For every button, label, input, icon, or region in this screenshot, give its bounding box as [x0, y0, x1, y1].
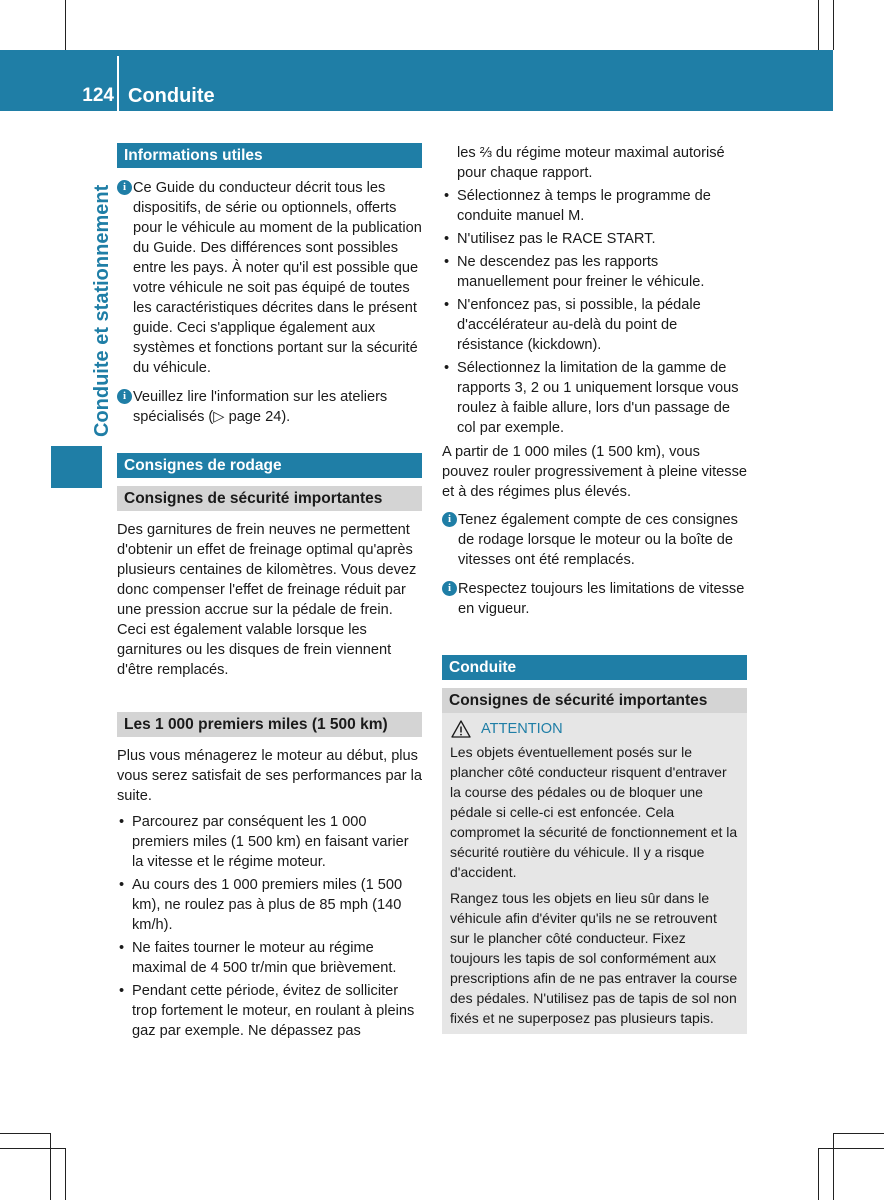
- list-item: • Ne descendez pas les rapports manuellement pour freiner le véhicule.: [442, 252, 747, 292]
- crop-mark: [833, 0, 834, 50]
- paragraph-menager: Plus vous ménagerez le moteur au début, plus vous serez satisfait de ses performances par la suite.: [117, 748, 422, 804]
- info-note: [442, 510, 747, 570]
- info-note-text: Respectez toujours les limitations de vitesse en vigueur.: [458, 581, 745, 617]
- info-icon: i: [117, 389, 132, 404]
- heading-informations-utiles: Informations utiles: [117, 143, 422, 168]
- heading-conduite: Conduite: [442, 655, 747, 680]
- list-item: • N'utilisez pas le RACE START.: [442, 229, 747, 249]
- list-item: • Au cours des 1 000 premiers miles (1 500 km), ne roulez pas à plus de 85 mph (140 km/h).: [117, 875, 422, 935]
- page-title: Conduite: [128, 85, 215, 107]
- list-item: • N'enfoncez pas, si possible, la pédale d'accélérateur au-delà du point de résistance (kickdown).: [442, 295, 747, 355]
- heading-premiers-miles: Les 1 000 premiers miles (1 500 km): [117, 712, 422, 737]
- crop-mark: [818, 0, 819, 50]
- warning-paragraph: Rangez tous les objets en lieu sûr dans le véhicule afin d'éviter qu'ils ne se retrouvent sur le plancher côté conducteur. Fixez toujours les tapis de sol conformément aux prescriptions afin de ne pas entraver la course des pédales. N'utilisez pas de tapis de sol non fixés et ne superposez pas plusieurs tapis.: [450, 890, 738, 1026]
- section-side-label: Conduite et stationnement: [91, 184, 113, 437]
- info-icon: i: [442, 512, 457, 527]
- right-column: [442, 143, 747, 1034]
- crop-mark: [50, 1133, 51, 1200]
- crop-mark: [0, 1148, 65, 1149]
- list-item: • Parcourez par conséquent les 1 000 premiers miles (1 500 km) en faisant varier la vitesse et le régime moteur.: [117, 812, 422, 872]
- warning-label: ATTENTION: [481, 721, 563, 737]
- paragraph-garnitures: Des garnitures de frein neuves ne permettent d'obtenir un effet de freinage optimal qu'après plusieurs centaines de kilomètres. Vous devez donc compenser l'effet de freinage réduit par une pression accrue sur la pédale de frein. Ceci est également valable lorsque les garnitures ou les disques de frein viennent d'être remplacés.: [117, 522, 417, 678]
- info-note: [117, 178, 422, 378]
- paragraph-pleine-vitesse: A partir de 1 000 miles (1 500 km), vous pouvez rouler progressivement à pleine vitesse et à des régimes plus élevés.: [442, 444, 748, 500]
- left-column: [117, 143, 422, 1045]
- crop-mark: [834, 1133, 884, 1134]
- crop-mark: [65, 1148, 66, 1200]
- warning-triangle-icon: [451, 720, 471, 738]
- info-icon: i: [442, 581, 457, 596]
- info-note-text: Ce Guide du conducteur décrit tous les dispositifs, de série ou optionnels, offerts pour le véhicule au moment de la publication du Guide. Des différences sont possibles entre les pays. À noter qu'il est possible que votre véhicule ne soit pas équipé de toutes les caractéristiques décrites dans le présent guide. Ceci s'applique également aux systèmes et fonctions portant sur la sécurité du véhicule.: [133, 180, 422, 376]
- info-note-text: Tenez également compte de ces consignes de rodage lorsque le moteur ou la boîte de vitesses ont été remplacés.: [458, 512, 738, 568]
- subheading-securite: Consignes de sécurité importantes: [442, 688, 747, 713]
- page-number: 124: [82, 85, 114, 106]
- continued-text: les ⅔ du régime moteur maximal autorisé pour chaque rapport.: [457, 145, 725, 181]
- info-note: [117, 387, 422, 427]
- header-divider: [117, 56, 119, 111]
- heading-consignes-de-rodage: Consignes de rodage: [117, 453, 422, 478]
- list-item: • Pendant cette période, évitez de solliciter trop fortement le moteur, en roulant à pleins gaz par exemple. Ne dépassez pas: [117, 981, 422, 1041]
- page-header-bar: [0, 50, 833, 111]
- crop-mark: [0, 1133, 50, 1134]
- warning-paragraph: Les objets éventuellement posés sur le plancher côté conducteur risquent d'entraver la course des pédales ou de bloquer une pédale si celle-ci est enfoncée. Cela compromet la sécurité de fonctionnement et la sécurité routière du véhicule. Il y a risque d'accident.: [450, 744, 738, 880]
- crop-mark: [833, 1133, 834, 1200]
- subheading-securite: Consignes de sécurité importantes: [117, 486, 422, 511]
- info-icon: i: [117, 180, 132, 195]
- warning-box: [442, 713, 747, 1034]
- info-note: [442, 579, 747, 619]
- crop-mark: [819, 1148, 884, 1149]
- list-item: • Sélectionnez à temps le programme de conduite manuel M.: [442, 186, 747, 226]
- list-item: • Ne faites tourner le moteur au régime maximal de 4 500 tr/min que brièvement.: [117, 938, 422, 978]
- crop-mark: [818, 1148, 819, 1200]
- info-note-text: Veuillez lire l'information sur les ateliers spécialisés (▷ page 24).: [133, 389, 388, 425]
- bullet-list: [442, 186, 747, 438]
- section-thumb-tab: [51, 446, 102, 488]
- crop-mark: [65, 0, 66, 50]
- list-item: • Sélectionnez la limitation de la gamme de rapports 3, 2 ou 1 uniquement lorsque vous roulez à faible allure, lors d'un passage de col par exemple.: [442, 358, 747, 438]
- bullet-list: [117, 812, 422, 1041]
- warning-header: [450, 719, 739, 739]
